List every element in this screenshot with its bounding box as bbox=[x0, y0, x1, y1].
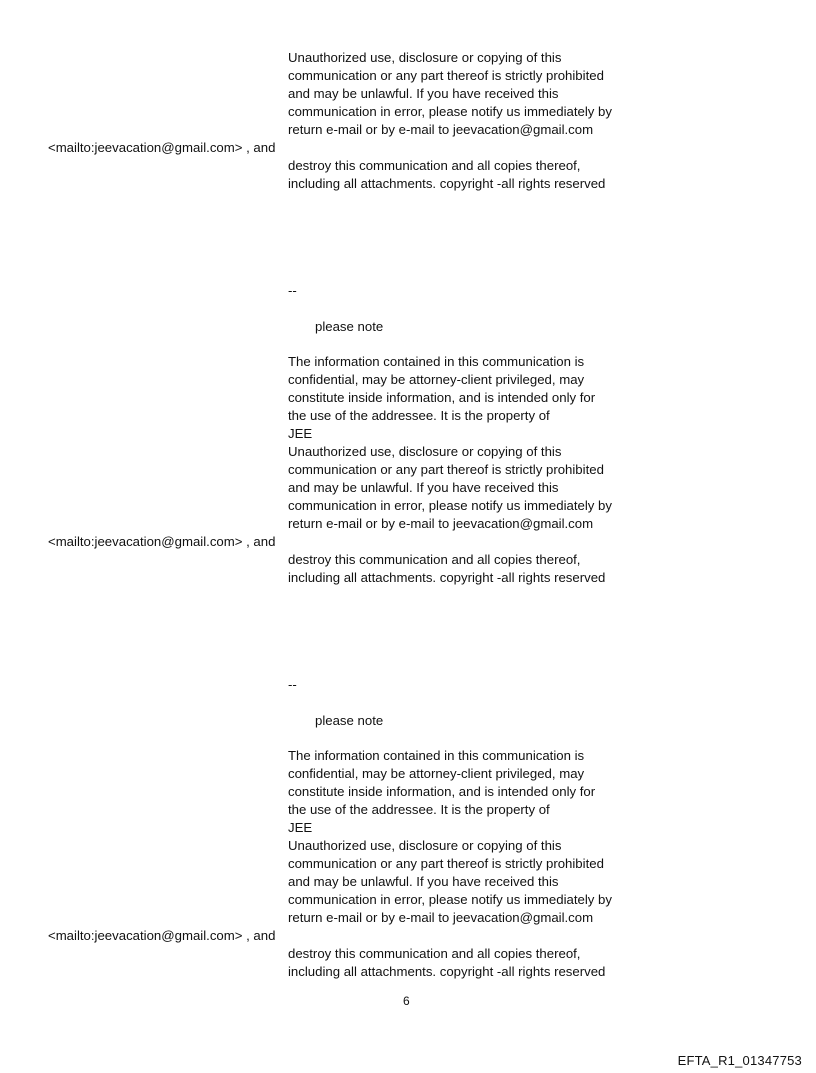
separator: -- bbox=[288, 283, 297, 298]
destroy-line: destroy this communication and all copies thereof, bbox=[288, 158, 581, 173]
destroy-line: destroy this communication and all copies thereof, bbox=[288, 946, 581, 961]
unauthorized-line: communication or any part thereof is strictly prohibited bbox=[288, 856, 604, 871]
info-line: JEE bbox=[288, 820, 313, 835]
unauthorized-line: and may be unlawful. If you have received this bbox=[288, 480, 559, 495]
unauthorized-line: return e-mail or by e-mail to jeevacation@gmail.com bbox=[288, 516, 594, 531]
unauthorized-line: communication in error, please notify us immediately by bbox=[288, 498, 612, 513]
unauthorized-line: and may be unlawful. If you have received this bbox=[288, 874, 559, 889]
destroy-line: destroy this communication and all copies thereof, bbox=[288, 552, 581, 567]
mailto-text: <mailto:jeevacation@gmail.com> , and bbox=[48, 534, 276, 549]
unauthorized-line: communication in error, please notify us immediately by bbox=[288, 104, 612, 119]
info-line: constitute inside information, and is intended only for bbox=[288, 784, 596, 799]
info-line: The information contained in this communication is bbox=[288, 748, 585, 763]
unauthorized-line: communication in error, please notify us immediately by bbox=[288, 892, 612, 907]
info-line: The information contained in this communication is bbox=[288, 354, 585, 369]
unauthorized-line: return e-mail or by e-mail to jeevacation@gmail.com bbox=[288, 122, 594, 137]
please-note-heading: please note bbox=[315, 713, 384, 728]
unauthorized-line: and may be unlawful. If you have received this bbox=[288, 86, 559, 101]
unauthorized-line: return e-mail or by e-mail to jeevacation@gmail.com bbox=[288, 910, 594, 925]
info-line: JEE bbox=[288, 426, 313, 441]
separator: -- bbox=[288, 677, 297, 692]
info-line: confidential, may be attorney-client privileged, may bbox=[288, 372, 585, 387]
destroy-line: including all attachments. copyright -all rights reserved bbox=[288, 176, 606, 191]
document-id: EFTA_R1_01347753 bbox=[677, 1053, 802, 1068]
unauthorized-line: communication or any part thereof is strictly prohibited bbox=[288, 68, 604, 83]
info-line: confidential, may be attorney-client privileged, may bbox=[288, 766, 585, 781]
unauthorized-line: Unauthorized use, disclosure or copying of this bbox=[288, 50, 562, 65]
info-line: the use of the addressee. It is the property of bbox=[288, 408, 550, 423]
mailto-text: <mailto:jeevacation@gmail.com> , and bbox=[48, 928, 276, 943]
destroy-line: including all attachments. copyright -all rights reserved bbox=[288, 570, 606, 585]
info-line: the use of the addressee. It is the property of bbox=[288, 802, 550, 817]
destroy-line: including all attachments. copyright -all rights reserved bbox=[288, 964, 606, 979]
unauthorized-line: Unauthorized use, disclosure or copying of this bbox=[288, 444, 562, 459]
please-note-heading: please note bbox=[315, 319, 384, 334]
unauthorized-line: communication or any part thereof is strictly prohibited bbox=[288, 462, 604, 477]
page-number: 6 bbox=[403, 994, 410, 1008]
mailto-text: <mailto:jeevacation@gmail.com> , and bbox=[48, 140, 276, 155]
info-line: constitute inside information, and is intended only for bbox=[288, 390, 596, 405]
unauthorized-line: Unauthorized use, disclosure or copying of this bbox=[288, 838, 562, 853]
